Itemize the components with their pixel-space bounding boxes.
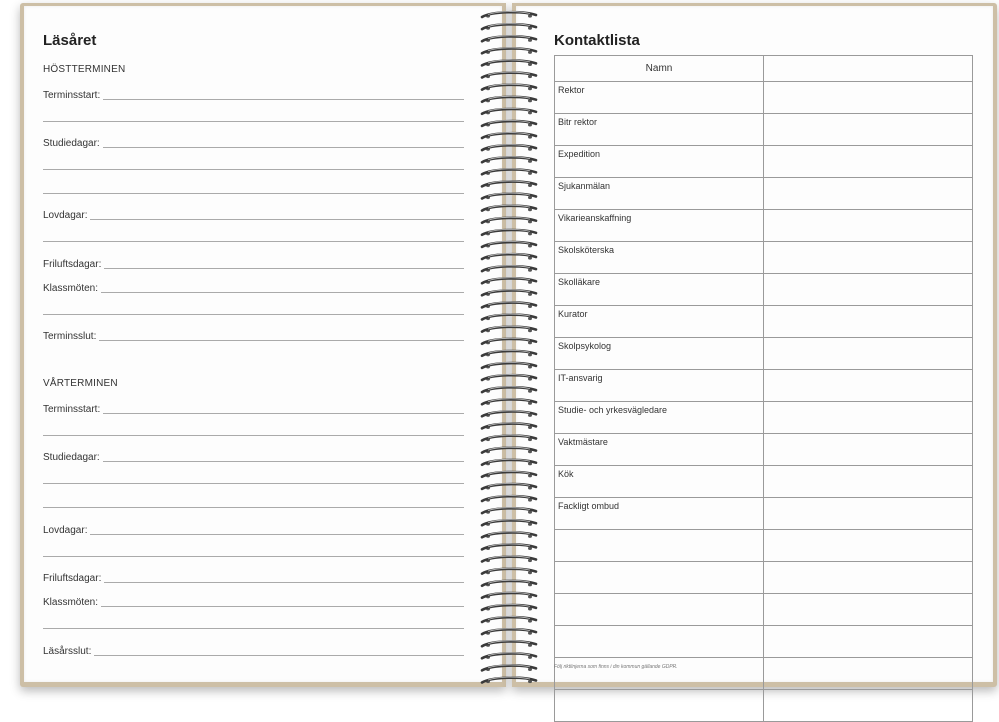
contact-details-cell[interactable] [764, 82, 973, 114]
contact-details-cell[interactable] [764, 626, 973, 658]
contact-details-cell[interactable] [764, 146, 973, 178]
spiral-coil [482, 24, 536, 30]
field-label: Friluftsdagar: [43, 259, 102, 270]
table-row [555, 594, 973, 626]
contact-details-cell[interactable] [764, 274, 973, 306]
spiral-coil [482, 326, 536, 332]
spiral-coil [482, 72, 536, 78]
page-title: Kontaktlista [554, 32, 640, 49]
spiral-coil [482, 314, 536, 320]
spring-term-heading: VÅRTERMINEN [43, 378, 118, 389]
spiral-coil [482, 532, 536, 538]
field-label: Studiedagar: [43, 138, 100, 149]
contact-role-cell[interactable]: Bitr rektor [555, 114, 764, 146]
contact-details-cell[interactable] [764, 402, 973, 434]
contact-role-cell[interactable] [555, 658, 764, 690]
contact-details-cell[interactable] [764, 114, 973, 146]
table-row [555, 178, 973, 210]
spiral-coil [482, 60, 536, 66]
spring-study-days-field[interactable] [43, 449, 464, 463]
contact-role-cell[interactable] [555, 626, 764, 658]
spiral-coil [482, 36, 536, 42]
writing-line[interactable] [43, 556, 464, 557]
contact-list-page [516, 6, 993, 682]
table-row [555, 274, 973, 306]
spiral-coil [482, 580, 536, 586]
field-label: Terminsstart: [43, 90, 101, 101]
spiral-coil [482, 459, 536, 465]
contact-details-cell[interactable] [764, 594, 973, 626]
contact-role-cell[interactable]: Kurator [555, 306, 764, 338]
contact-details-cell[interactable] [764, 658, 973, 690]
field-label: Lovdagar: [43, 210, 88, 221]
field-label: Terminsslut: [43, 331, 97, 342]
writing-line[interactable] [43, 121, 464, 122]
spiral-coil [482, 169, 536, 175]
writing-line[interactable] [43, 314, 464, 315]
autumn-term-start-field[interactable] [43, 87, 464, 101]
autumn-outdoor-days-field[interactable] [43, 256, 464, 270]
contact-role-cell[interactable]: Vikarieanskaffning [555, 210, 764, 242]
writing-line[interactable] [43, 193, 464, 194]
table-row [555, 146, 973, 178]
spiral-coil [482, 241, 536, 247]
spiral-coil [482, 641, 536, 647]
spiral-coil [482, 350, 536, 356]
spiral-coil [482, 96, 536, 102]
spiral-coil [482, 665, 536, 671]
contact-role-cell[interactable]: Skolpsykolog [555, 338, 764, 370]
gdpr-footnote: Följ riktlinjerna som finns i din kommun gällande GDPR. [554, 664, 678, 670]
table-row [555, 434, 973, 466]
contact-role-cell[interactable]: Vaktmästare [555, 434, 764, 466]
spring-term-start-field[interactable] [43, 401, 464, 415]
spiral-coil [482, 12, 536, 18]
contact-table [554, 55, 973, 722]
contact-role-cell[interactable]: Fackligt ombud [555, 498, 764, 530]
autumn-study-days-field[interactable] [43, 135, 464, 149]
writing-line[interactable] [43, 483, 464, 484]
table-row [555, 306, 973, 338]
table-row [555, 114, 973, 146]
spring-outdoor-days-field[interactable] [43, 570, 464, 584]
contact-role-cell[interactable]: Expedition [555, 146, 764, 178]
table-row [555, 690, 973, 722]
page-title: Läsåret [43, 32, 97, 49]
spiral-coil [482, 471, 536, 477]
contact-role-cell[interactable] [555, 562, 764, 594]
school-year-page [24, 6, 502, 682]
contact-details-cell[interactable] [764, 370, 973, 402]
table-row [555, 402, 973, 434]
contact-role-cell[interactable]: Sjukanmälan [555, 178, 764, 210]
spiral-coil [482, 387, 536, 393]
contact-role-cell[interactable] [555, 690, 764, 722]
spiral-coil [482, 133, 536, 139]
table-row [555, 530, 973, 562]
spiral-coil [482, 302, 536, 308]
spring-class-meetings-field[interactable] [43, 594, 464, 608]
contact-details-cell[interactable] [764, 338, 973, 370]
contact-details-cell[interactable] [764, 466, 973, 498]
writing-line[interactable] [43, 169, 464, 170]
spiral-coil [482, 205, 536, 211]
spiral-coil [482, 217, 536, 223]
table-row [555, 370, 973, 402]
contact-details-cell[interactable] [764, 690, 973, 722]
contact-role-cell[interactable] [555, 594, 764, 626]
spiral-coil [482, 435, 536, 441]
spiral-coil [482, 568, 536, 574]
spiral-coil [482, 544, 536, 550]
table-row [555, 210, 973, 242]
spiral-coil [482, 677, 536, 683]
details-column-header [764, 56, 973, 82]
spiral-coil [482, 48, 536, 54]
field-label: Studiedagar: [43, 452, 100, 463]
contact-details-cell[interactable] [764, 498, 973, 530]
contact-details-cell[interactable] [764, 178, 973, 210]
spiral-coil [482, 592, 536, 598]
spiral-coil [482, 629, 536, 635]
contact-details-cell[interactable] [764, 434, 973, 466]
table-row [555, 466, 973, 498]
field-label: Läsårsslut: [43, 646, 92, 657]
writing-line[interactable] [43, 507, 464, 508]
spring-holidays-field[interactable] [43, 522, 464, 536]
spiral-coil [482, 520, 536, 526]
spiral-coil [482, 411, 536, 417]
table-row [555, 626, 973, 658]
spiral-coil [482, 496, 536, 502]
field-label: Friluftsdagar: [43, 573, 102, 584]
contact-role-cell[interactable]: Skolsköterska [555, 242, 764, 274]
spiral-coil [482, 338, 536, 344]
field-label: Klassmöten: [43, 283, 99, 294]
spiral-coil [482, 229, 536, 235]
autumn-term-end-field[interactable] [43, 328, 464, 342]
contact-role-cell[interactable] [555, 530, 764, 562]
table-row [555, 242, 973, 274]
contact-details-cell[interactable] [764, 530, 973, 562]
table-row [555, 658, 973, 690]
contact-role-cell[interactable]: Kök [555, 466, 764, 498]
contact-details-cell[interactable] [764, 242, 973, 274]
writing-line[interactable] [43, 628, 464, 629]
spiral-coil [482, 266, 536, 272]
contact-role-cell[interactable]: Skolläkare [555, 274, 764, 306]
spiral-coil [482, 278, 536, 284]
writing-line[interactable] [43, 241, 464, 242]
field-label: Klassmöten: [43, 597, 99, 608]
spiral-coil [482, 617, 536, 623]
contact-role-cell[interactable]: Rektor [555, 82, 764, 114]
autumn-holidays-field[interactable] [43, 207, 464, 221]
table-row [555, 82, 973, 114]
table-header-row [555, 56, 973, 82]
field-label: Lovdagar: [43, 525, 88, 536]
table-row [555, 562, 973, 594]
spiral-coil [482, 423, 536, 429]
contact-details-cell[interactable] [764, 306, 973, 338]
spiral-coil [482, 254, 536, 260]
spiral-coil [482, 290, 536, 296]
spiral-coil [482, 181, 536, 187]
spiral-coil [482, 604, 536, 610]
spiral-coil [482, 447, 536, 453]
name-column-header: Namn [555, 56, 764, 82]
spiral-coil [482, 508, 536, 514]
contact-details-cell[interactable] [764, 210, 973, 242]
spiral-coil [482, 193, 536, 199]
spiral-coil [482, 120, 536, 126]
writing-line[interactable] [43, 435, 464, 436]
autumn-class-meetings-field[interactable] [43, 280, 464, 294]
table-row [555, 498, 973, 530]
school-year-end-field[interactable] [43, 643, 464, 657]
spiral-coil [482, 483, 536, 489]
contact-details-cell[interactable] [764, 562, 973, 594]
spiral-coil [482, 556, 536, 562]
spiral-coil [482, 362, 536, 368]
field-label: Terminsstart: [43, 404, 101, 415]
spiral-coil [482, 145, 536, 151]
spiral-coil [482, 653, 536, 659]
spiral-coil [482, 375, 536, 381]
spiral-coil [482, 157, 536, 163]
contact-role-cell[interactable]: IT-ansvarig [555, 370, 764, 402]
spiral-coil [482, 108, 536, 114]
spiral-coil [482, 399, 536, 405]
table-row [555, 338, 973, 370]
contact-role-cell[interactable]: Studie- och yrkesvägledare [555, 402, 764, 434]
spiral-binding [478, 8, 542, 690]
autumn-term-heading: HÖSTTERMINEN [43, 64, 126, 75]
spiral-coil [482, 84, 536, 90]
